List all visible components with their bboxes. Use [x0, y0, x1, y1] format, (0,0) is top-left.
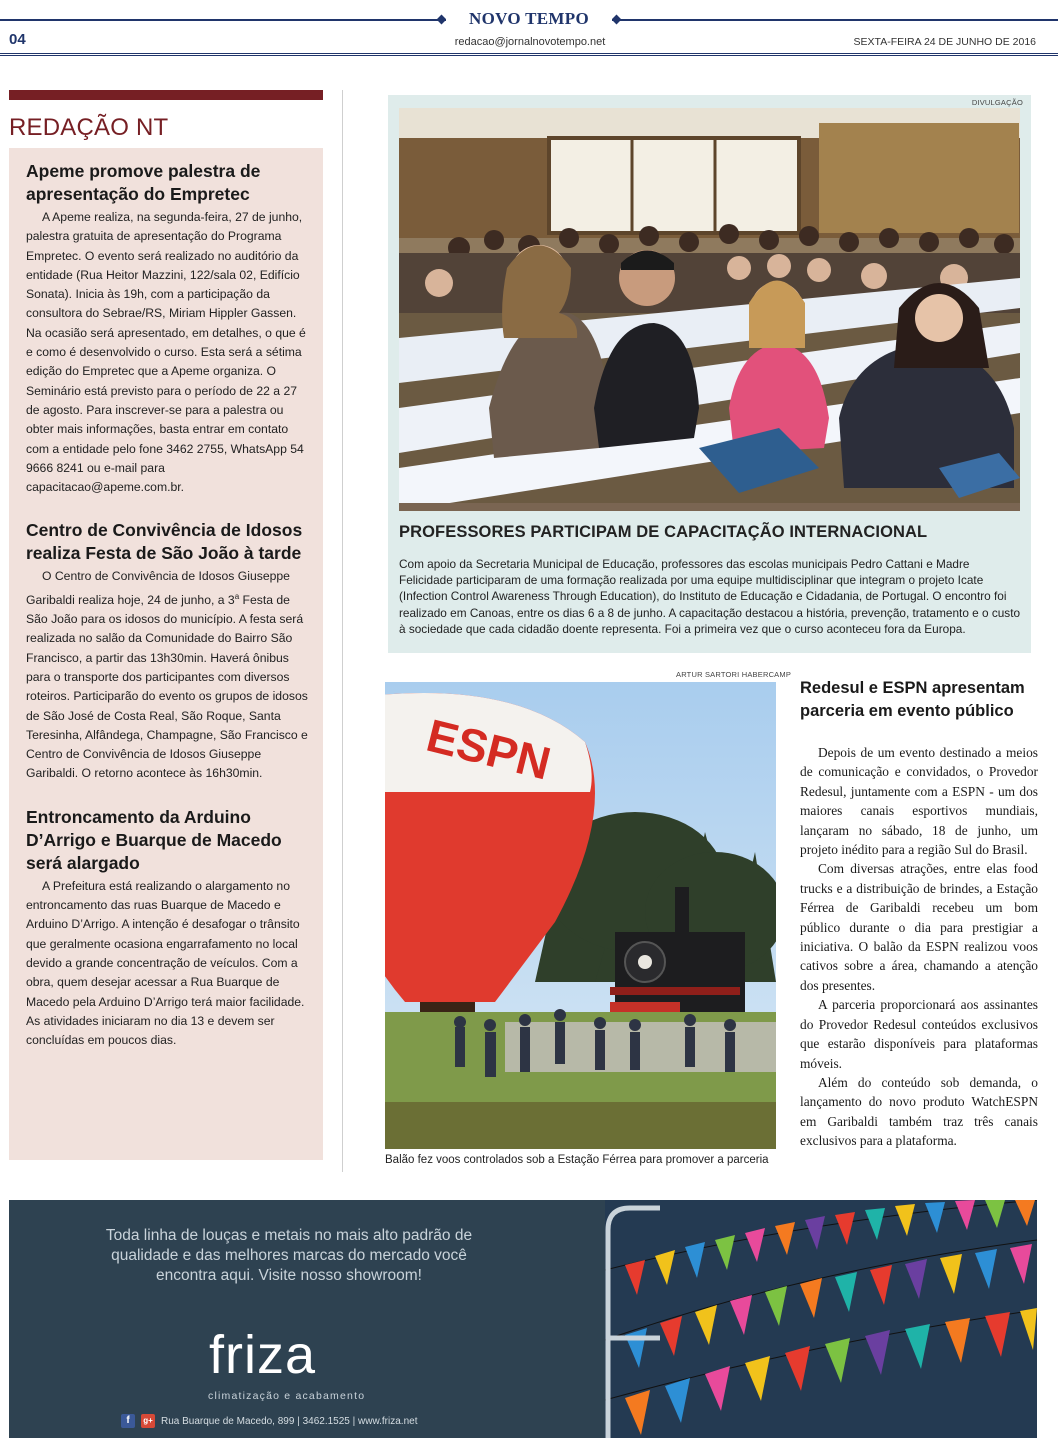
- ad-contact-line: [121, 1414, 417, 1428]
- header-email[interactable]: redacao@jornalnovotempo.net: [454, 36, 606, 48]
- brief-headline: Entroncamento da Arduino D’Arrigo e Buarque de Macedo será alargado: [26, 806, 282, 873]
- brief-story: [26, 160, 313, 497]
- brief-headline: Centro de Convivência de Idosos realiza Festa de São João à tarde: [26, 520, 303, 564]
- brief-story: [26, 519, 313, 783]
- brief-body: O Centro de Convivência de Idosos Giuseppe Garibaldi realiza hoje, 24 de junho, a 3$^a$ Festa de São João para os idosos do município. A festa será realizada no salão da Comunidade do Bairro São Francisco, a partir das 13h30min. Haverá ônibus para o transporte dos participantes com diversos roteiros. Participarão do evento os grupos de idosos de São José de Costa Real, São Roque, Santa Teresinha, Alfândega, Champagne, São Francisco e Centro de Convivência de Idosos Giuseppe Garibaldi. O retorno acontece às 16h30min.: [26, 569, 308, 781]
- column-divider: [342, 90, 343, 1172]
- section-bar: [9, 90, 323, 100]
- brief-headline: Apeme promove palestra de apresentação do Empretec: [26, 161, 261, 204]
- header-rule-bottom: [0, 53, 1058, 56]
- story-body: [800, 743, 1038, 1151]
- feature-photo-box: [388, 95, 1031, 653]
- brief-story: [26, 806, 313, 1051]
- friza-advertisement[interactable]: [9, 1200, 1037, 1438]
- story-headline: Redesul e ESPN apresentam parceria em evento público: [800, 679, 1025, 720]
- story-paragraph: Além do conteúdo sob demanda, o lançamento do novo produto WatchESPN em Garibaldi também traz três canais exclusivos para a plataforma.: [800, 1074, 1038, 1149]
- ad-contact-text: Rua Buarque de Macedo, 899 | 3462.1525 | www.friza.net: [161, 1415, 418, 1427]
- balloon-photo-caption: Balão fez voos controlados sob a Estação Férrea para promover a parceria: [385, 1154, 769, 1166]
- friza-tagline: climatização e acabamento: [208, 1390, 366, 1402]
- story-paragraph: Depois de um evento destinado a meios de comunicação e convidados, o Provedor Redesul, juntamente com a ESPN - um dos maiores canais esportivos mundiais, lançaram no sábado, 18 de junho, um projeto inédito para a região Sul do Brasil.: [800, 745, 1038, 858]
- issue-date: SEXTA-FEIRA 24 DE JUNHO DE 2016: [853, 36, 1036, 48]
- redesul-espn-story: [800, 677, 1038, 1151]
- redacao-column: [9, 90, 323, 1048]
- classroom-photo: [399, 108, 1020, 511]
- news-briefs-panel: [9, 148, 323, 1160]
- page-number: 04: [9, 31, 26, 48]
- diamond-ornament-right: [612, 15, 622, 25]
- friza-logo: friza: [209, 1325, 317, 1385]
- friza-f-graphic: [600, 1200, 660, 1438]
- festa-junina-flags-image: [605, 1200, 1037, 1438]
- story-paragraph: Com diversas atrações, entre elas food trucks e a distribuição de brindes, a Estação Férrea de Garibaldi recebeu um bom público durante o dia para prestigiar a iniciativa. O balão da ESPN realizou voos cativos sobre a área, chamando a atenção dos presentes.: [800, 861, 1038, 993]
- masthead: [0, 0, 1058, 60]
- section-title: REDAÇÃO NT: [9, 114, 169, 141]
- diamond-ornament-left: [437, 15, 447, 25]
- brief-body: A Prefeitura está realizando o alargamento no entroncamento das ruas Buarque de Macedo e Arduino D’Arrigo. A intenção é desafogar o trânsito que geralmente ocasiona engarrafamento no local devido a grande concentração de veículos. Com a obra, quem desejar acessar a Rua Buarque de Macedo pela Arduino D’Arrigo terá maior facilidade. As atividades iniciaram no dia 13 e devem ser concluídas em poucos dias.: [26, 878, 305, 1048]
- story-paragraph: A parceria proporcionará aos assinantes do Provedor Redesul conteúdos exclusivos que estarão disponíveis para plataformas móveis.: [800, 997, 1038, 1071]
- facebook-icon[interactable]: f: [121, 1414, 135, 1428]
- feature-headline: PROFESSORES PARTICIPAM DE CAPACITAÇÃO INTERNACIONAL: [399, 523, 928, 541]
- balloon-logo-text: ESPN: [421, 708, 556, 790]
- ad-copy: Toda linha de louças e metais no mais alto padrão de qualidade e das melhores marcas do mercado você encontra aqui. Visite nosso showroom!: [105, 1227, 473, 1284]
- newspaper-name: NOVO TEMPO: [446, 9, 612, 29]
- feature-caption: Com apoio da Secretaria Municipal de Educação, professores das escolas municipais Pedro Cattani e Madre Felicidade participaram de uma formação realizada por uma equipe multidisciplinar que integram o projeto Icate (Infection Control Awareness Through Education), do Instituto de Educação e Cidadania, de Portugal. O encontro foi realizado em Canoas, entre os dias 6 a 8 de junho. A capacitação destacou a história, prevenção, tratamento e o custo à sociedade que cada cidadão doente representa. Foi a primeira vez que o curso aconteceu fora da Europa.: [399, 557, 1021, 636]
- photo-credit: ARTUR SARTORI HABERCAMP: [676, 670, 792, 679]
- balloon-train-photo: [385, 682, 776, 1149]
- photo-credit: DIVULGAÇÃO: [971, 98, 1023, 107]
- brief-body: A Apeme realiza, na segunda-feira, 27 de junho, palestra gratuita de apresentação do Programa Empretec. O evento será realizado no auditório da entidade (Rua Heitor Mazzini, 122/sala 02, Edifício Sonata). Inicia às 19h, com a participação da consultora do Sebrae/RS, Miriam Hippler Gassen. Na ocasião será apresentado, em detalhes, o que é e como é desenvolvido o curso. Esta será a sétima edição do Empretec que a Apeme organiza. O Seminário está previsto para o período de 22 a 27 de agosto. Para inscrever-se para a palestra ou obter mais informações, basta entrar em contato com a entidade pelo fone 3462 2755, WhatsApp 54 9666 8241 ou e-mail para capacitacao@apeme.com.br.: [26, 210, 306, 495]
- google-plus-icon[interactable]: g+: [141, 1414, 155, 1428]
